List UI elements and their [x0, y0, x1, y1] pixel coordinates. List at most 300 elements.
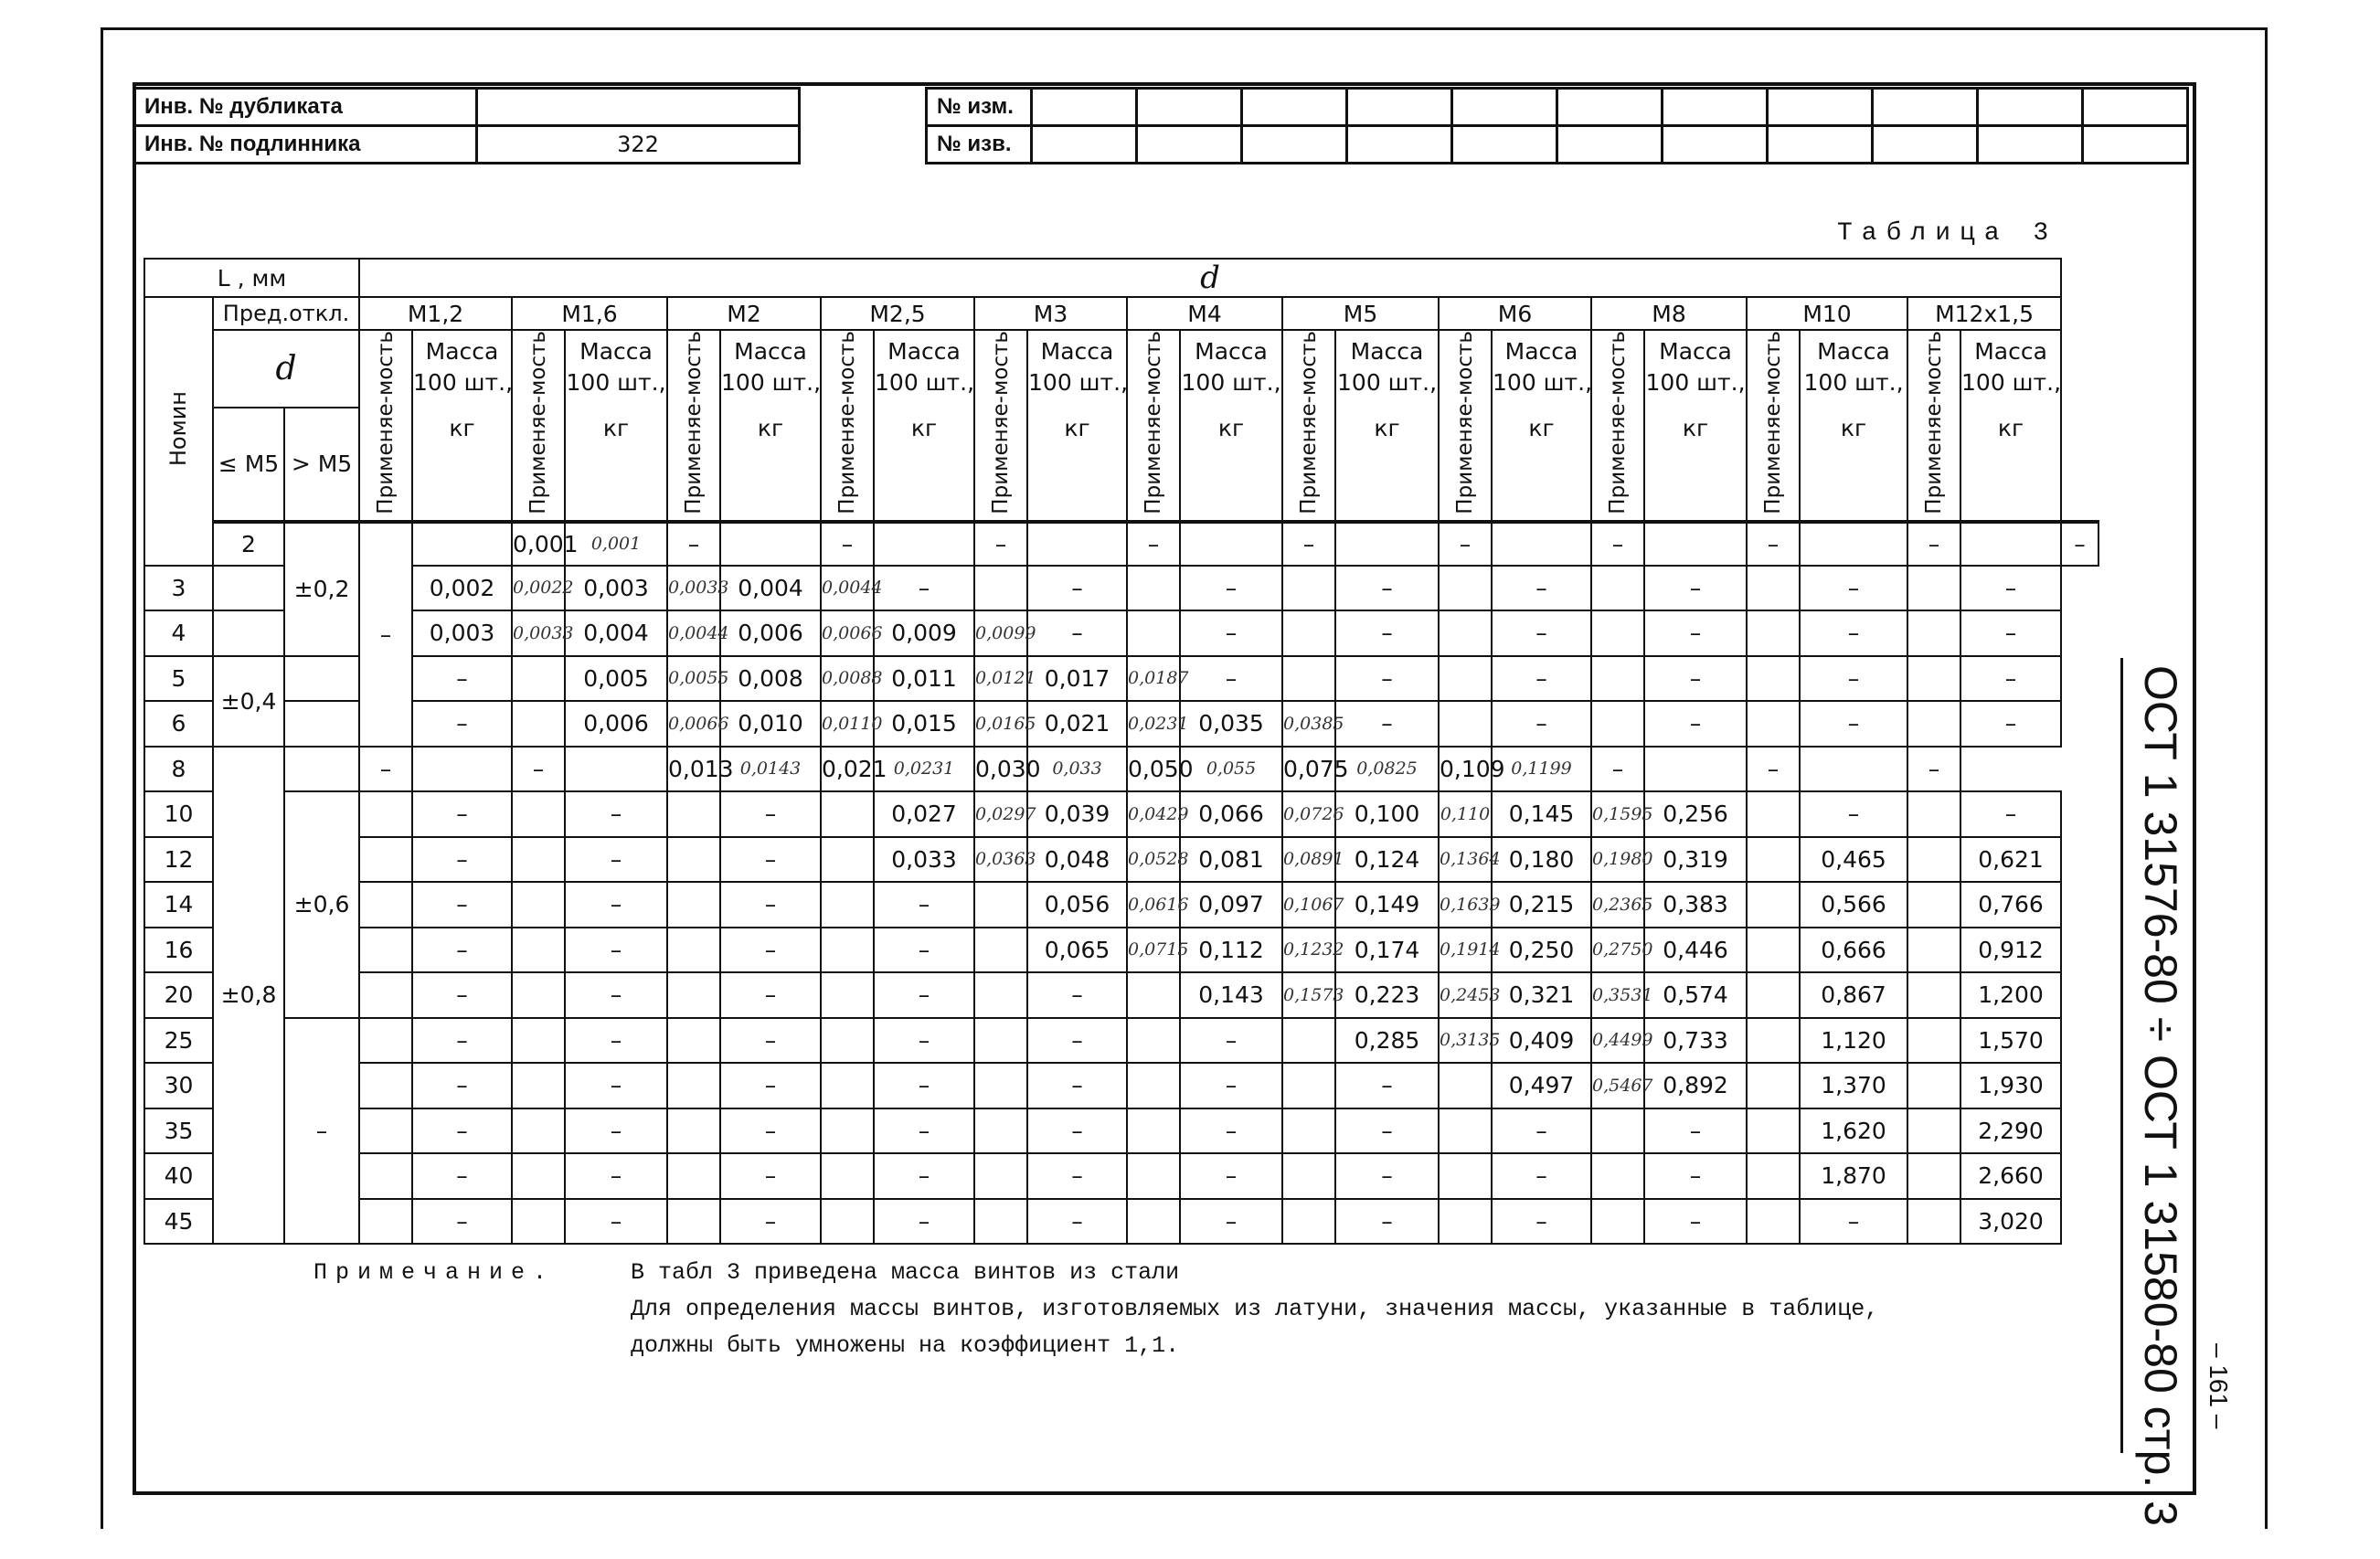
mass-cell: – — [565, 1153, 667, 1199]
applicability-cell — [1907, 1199, 1960, 1245]
applicability-cell — [1907, 1018, 1960, 1064]
mass-cell: 0,109 — [1439, 747, 1492, 792]
applicability-cell — [1591, 1153, 1644, 1199]
applicability-cell — [974, 1199, 1027, 1245]
mass-header — [1492, 330, 1591, 522]
mass-cell: 0,066 — [1180, 791, 1282, 837]
applicability-cell — [667, 1199, 720, 1245]
mass-cell: – — [412, 882, 512, 928]
mass-cell: – — [512, 747, 565, 792]
mass-cell: – — [565, 928, 667, 973]
mass-cell: – — [1180, 1199, 1282, 1245]
mass-cell: – — [565, 972, 667, 1018]
mass-cell: 0,319 — [1644, 837, 1747, 883]
standard-designation: ОСТ 1 31576-80 ÷ ОСТ 1 31580-80 стр. 3 — [2135, 665, 2186, 1526]
mass-cell: – — [1180, 1018, 1282, 1064]
length-cell: 12 — [144, 837, 213, 883]
mass-cell: 0,497 — [1492, 1063, 1591, 1108]
mass-line-2: 100 шт., — [566, 368, 666, 396]
mass-cell: 0,574 — [1644, 972, 1747, 1018]
mass-cell: – — [359, 747, 412, 792]
applicability-cell — [1282, 610, 1335, 656]
change-cell — [1768, 89, 1873, 126]
mass-cell: – — [1439, 522, 1492, 566]
applicability-cell — [359, 882, 412, 928]
mass-cell: 0,733 — [1644, 1018, 1747, 1064]
mass-cell: 3,020 — [1960, 1199, 2061, 1245]
applicability-cell — [1180, 522, 1282, 566]
mass-line-1: Масса — [1350, 338, 1424, 365]
mass-cell: – — [1180, 566, 1282, 611]
mass-cell: – — [1644, 656, 1747, 702]
applicability-cell — [667, 1153, 720, 1199]
applicability-cell — [1591, 656, 1644, 702]
mass-cell: 0,383 — [1644, 882, 1747, 928]
applicability-cell: 0,001 — [565, 522, 667, 566]
applicability-cell: 0,0616 — [1127, 882, 1180, 928]
mass-cell: 1,200 — [1960, 972, 2061, 1018]
nomin-text: Номин — [165, 390, 191, 466]
applicability-cell — [1439, 701, 1492, 747]
mass-cell: – — [1027, 610, 1127, 656]
applicability-cell: 0,1232 — [1282, 928, 1335, 973]
mass-cell: 2,660 — [1960, 1153, 2061, 1199]
mass-header — [1027, 330, 1127, 522]
applicability-cell — [1747, 1018, 1800, 1064]
applicability-cell: 0,0099 — [974, 610, 1027, 656]
applicability-cell: 0,1595 — [1591, 791, 1644, 837]
applicability-text: Применяе-мость — [373, 331, 398, 514]
mass-line-2: 100 шт., — [1028, 368, 1129, 396]
applicability-cell — [1907, 1153, 1960, 1199]
mass-cell: – — [1335, 656, 1439, 702]
applicability-cell — [974, 928, 1027, 973]
applicability-header — [1591, 330, 1644, 522]
applicability-cell: 0,3135 — [1439, 1018, 1492, 1064]
applicability-text: Применяе-мость — [681, 331, 706, 514]
applicability-cell — [974, 972, 1027, 1018]
orig-inv-value: 322 — [477, 126, 800, 164]
mass-cell: – — [720, 1153, 821, 1199]
mass-cell: – — [874, 1063, 974, 1108]
applicability-header — [667, 330, 720, 522]
size-header: М4 — [1127, 297, 1282, 330]
length-cell: 20 — [144, 972, 213, 1018]
applicability-cell — [359, 1199, 412, 1245]
applicability-cell: 0,0044 — [821, 566, 874, 611]
mass-cell: – — [412, 791, 512, 837]
applicability-cell — [1127, 1108, 1180, 1154]
applicability-text: Применяе-мость — [1141, 331, 1165, 514]
mass-cell: 0,008 — [720, 656, 821, 702]
mass-cell: – — [412, 656, 512, 702]
mass-cell: 0,005 — [565, 656, 667, 702]
length-cell: 6 — [144, 701, 213, 747]
mass-header — [1644, 330, 1747, 522]
applicability-cell — [512, 882, 565, 928]
mass-line-2: 100 шт., — [721, 368, 822, 396]
mass-cell: – — [565, 1063, 667, 1108]
mass-cell: – — [1960, 791, 2061, 837]
applicability-cell — [512, 1153, 565, 1199]
mass-cell: 0,223 — [1335, 972, 1439, 1018]
orig-inv-label: Инв. № подлинника — [134, 126, 477, 164]
applicability-cell — [821, 837, 874, 883]
mass-cell: 1,930 — [1960, 1063, 2061, 1108]
mass-cell: – — [1644, 566, 1747, 611]
mass-cell: – — [874, 1199, 974, 1245]
mass-cell: 0,256 — [1644, 791, 1747, 837]
mass-cell: 0,003 — [412, 610, 512, 656]
mass-cell: – — [1335, 1063, 1439, 1108]
note-line-2: Для определения массы винтов, изготовляемых из латуни, значения массы, указанные в таблице, — [631, 1296, 1879, 1322]
applicability-cell: 0,0121 — [974, 656, 1027, 702]
tolerance-cell: ±0,4 — [213, 656, 284, 747]
applicability-cell: 0,0033 — [667, 566, 720, 611]
mass-line-2: 100 шт., — [413, 368, 514, 396]
mass-cell: – — [565, 837, 667, 883]
mass-cell: 0,081 — [1180, 837, 1282, 883]
mass-cell: 0,075 — [1282, 747, 1335, 792]
mass-cell: 0,002 — [412, 566, 512, 611]
mass-cell: – — [565, 1018, 667, 1064]
mass-cell: – — [667, 522, 720, 566]
tolerance-cell: ±0,8 — [213, 747, 284, 1245]
applicability-cell — [974, 1108, 1027, 1154]
l-header: L , мм — [144, 259, 359, 297]
applicability-cell: 0,1573 — [1282, 972, 1335, 1018]
change-cell — [2083, 126, 2188, 164]
applicability-text: Применяе-мость — [1452, 331, 1477, 514]
applicability-cell: 0,0429 — [1127, 791, 1180, 837]
applicability-cell — [821, 791, 874, 837]
mass-cell: – — [1335, 1153, 1439, 1199]
mass-cell: – — [720, 1063, 821, 1108]
applicability-cell — [1747, 972, 1800, 1018]
size-header: М6 — [1439, 297, 1591, 330]
mass-cell: 0,003 — [565, 566, 667, 611]
mass-header — [874, 330, 974, 522]
applicability-cell — [667, 1108, 720, 1154]
nomin-label — [144, 297, 213, 566]
mass-line-2: 100 шт., — [875, 368, 975, 396]
applicability-cell: 0,1364 — [1439, 837, 1492, 883]
change-cell — [1032, 89, 1137, 126]
mass-cell: – — [1800, 701, 1907, 747]
applicability-cell — [359, 972, 412, 1018]
mass-cell: 0,050 — [1127, 747, 1180, 792]
length-cell: 25 — [144, 1018, 213, 1064]
applicability-cell — [1591, 610, 1644, 656]
length-cell: 3 — [144, 566, 213, 611]
applicability-cell — [359, 1108, 412, 1154]
mass-cell: 0,621 — [1960, 837, 2061, 883]
applicability-cell: 0,0044 — [667, 610, 720, 656]
applicability-cell — [1127, 1153, 1180, 1199]
mass-cell: – — [412, 1153, 512, 1199]
mass-line-1: Масса — [734, 338, 807, 365]
applicability-cell — [359, 791, 412, 837]
mass-cell: – — [874, 882, 974, 928]
mass-cell: – — [874, 1153, 974, 1199]
applicability-cell — [1591, 701, 1644, 747]
mass-cell: – — [1282, 522, 1335, 566]
applicability-cell: 0,1199 — [1492, 747, 1591, 792]
applicability-cell — [512, 928, 565, 973]
applicability-cell — [1127, 972, 1180, 1018]
applicability-cell — [1747, 791, 1800, 837]
mass-cell: 0,145 — [1492, 791, 1591, 837]
applicability-cell — [1747, 701, 1800, 747]
applicability-cell: 0,2453 — [1439, 972, 1492, 1018]
mass-cell: 0,321 — [1492, 972, 1591, 1018]
le-m5-label: ≤ М5 — [213, 408, 284, 522]
mass-unit: кг — [602, 414, 630, 441]
mass-line-2: 100 шт., — [1803, 368, 1904, 396]
mass-unit: кг — [1840, 414, 1867, 441]
mass-cell: – — [720, 1018, 821, 1064]
applicability-cell — [359, 837, 412, 883]
length-cell: 14 — [144, 882, 213, 928]
applicability-cell — [1439, 656, 1492, 702]
mass-cell: – — [1027, 566, 1127, 611]
mass-line-1: Масса — [1817, 338, 1890, 365]
applicability-cell — [412, 747, 512, 792]
applicability-cell — [667, 972, 720, 1018]
mass-cell: 0,250 — [1492, 928, 1591, 973]
mass-cell: – — [1800, 791, 1907, 837]
applicability-cell — [1027, 522, 1127, 566]
length-cell: 10 — [144, 791, 213, 837]
applicability-cell — [821, 882, 874, 928]
mass-header — [1335, 330, 1439, 522]
applicability-cell — [821, 1108, 874, 1154]
applicability-cell — [1439, 1199, 1492, 1245]
mass-cell: – — [1027, 1063, 1127, 1108]
applicability-cell — [821, 1063, 874, 1108]
applicability-cell: 0,1067 — [1282, 882, 1335, 928]
applicability-cell — [1907, 610, 1960, 656]
mass-line-1: Масса — [1974, 338, 2047, 365]
applicability-cell — [1800, 747, 1907, 792]
mass-line-1: Масса — [1040, 338, 1114, 365]
applicability-cell — [412, 522, 512, 566]
applicability-cell — [359, 1153, 412, 1199]
mass-cell: – — [1644, 1108, 1747, 1154]
change-cell — [1768, 126, 1873, 164]
change-cell — [1137, 89, 1242, 126]
applicability-cell — [213, 566, 284, 611]
applicability-cell — [1747, 1153, 1800, 1199]
mass-cell: – — [1180, 656, 1282, 702]
mass-cell: 0,021 — [821, 747, 874, 792]
mass-cell: 0,174 — [1335, 928, 1439, 973]
applicability-cell — [821, 1199, 874, 1245]
applicability-cell — [1907, 928, 1960, 973]
applicability-text: Применяе-мость — [1296, 331, 1321, 514]
applicability-cell — [1591, 1199, 1644, 1245]
mass-cell: 0,867 — [1800, 972, 1907, 1018]
applicability-cell — [821, 928, 874, 973]
applicability-cell — [284, 701, 359, 747]
length-cell: 8 — [144, 747, 213, 792]
mass-cell: 2,290 — [1960, 1108, 2061, 1154]
note-line-1: В табл 3 приведена масса винтов из стали — [631, 1259, 1180, 1286]
mass-line-1: Масса — [579, 338, 653, 365]
applicability-cell: 0,110 — [1439, 791, 1492, 837]
applicability-cell — [667, 837, 720, 883]
change-cell — [1978, 89, 2083, 126]
applicability-cell — [667, 1063, 720, 1108]
page-number: – 161 – — [2205, 1343, 2233, 1429]
mass-cell: 0,766 — [1960, 882, 2061, 928]
mass-cell: – — [1644, 1153, 1747, 1199]
mass-header — [1800, 330, 1907, 522]
mass-cell: 0,097 — [1180, 882, 1282, 928]
change-cell — [1347, 126, 1452, 164]
mass-cell: 1,120 — [1800, 1018, 1907, 1064]
applicability-cell — [1747, 1063, 1800, 1108]
mass-cell: 0,006 — [565, 701, 667, 747]
applicability-cell — [1644, 747, 1747, 792]
mass-cell: – — [1591, 747, 1644, 792]
applicability-cell: 0,0022 — [512, 566, 565, 611]
mass-cell: 0,666 — [1800, 928, 1907, 973]
applicability-cell — [1127, 1063, 1180, 1108]
size-header: М1,2 — [359, 297, 512, 330]
mass-cell: – — [1027, 1153, 1127, 1199]
mass-line-2: 100 шт., — [1337, 368, 1438, 396]
applicability-cell — [512, 1108, 565, 1154]
size-header: М10 — [1747, 297, 1907, 330]
mass-cell: 0,006 — [720, 610, 821, 656]
tolerance-cell: ±0,6 — [284, 791, 359, 1018]
mass-cell: – — [2061, 522, 2098, 566]
applicability-header — [1439, 330, 1492, 522]
mass-cell: – — [1960, 656, 2061, 702]
mass-line-2: 100 шт., — [1645, 368, 1746, 396]
applicability-header — [1282, 330, 1335, 522]
applicability-cell — [1127, 1199, 1180, 1245]
mass-cell: – — [874, 928, 974, 973]
applicability-cell — [1127, 566, 1180, 611]
applicability-cell — [1439, 1153, 1492, 1199]
applicability-text: Применяе-мость — [1605, 331, 1630, 514]
applicability-cell — [1439, 1108, 1492, 1154]
tolerance-cell: ±0,2 — [284, 522, 359, 656]
applicability-cell — [1960, 522, 2061, 566]
mass-cell: – — [1644, 1199, 1747, 1245]
mass-cell: – — [1747, 747, 1800, 792]
mass-line-2: 100 шт., — [1961, 368, 2062, 396]
mass-line-1: Масса — [1195, 338, 1268, 365]
mass-unit: кг — [1064, 414, 1090, 441]
applicability-header — [821, 330, 874, 522]
notice-num-label: № изв. — [927, 126, 1032, 164]
mass-cell: – — [1335, 701, 1439, 747]
applicability-header — [1747, 330, 1800, 522]
applicability-cell — [1907, 566, 1960, 611]
applicability-cell — [1439, 610, 1492, 656]
size-header: М2,5 — [821, 297, 974, 330]
applicability-cell — [1747, 837, 1800, 883]
length-cell: 40 — [144, 1153, 213, 1199]
mass-cell: – — [412, 1108, 512, 1154]
applicability-cell — [1591, 1108, 1644, 1154]
mass-line-1: Масса — [425, 338, 499, 365]
size-header: М2 — [667, 297, 821, 330]
mass-table — [143, 258, 2099, 1245]
applicability-cell: 0,0825 — [1335, 747, 1439, 792]
size-header: М3 — [974, 297, 1127, 330]
mass-cell: – — [565, 882, 667, 928]
applicability-cell — [1335, 522, 1439, 566]
mass-cell: – — [1492, 1108, 1591, 1154]
applicability-cell — [512, 701, 565, 747]
applicability-cell: 0,4499 — [1591, 1018, 1644, 1064]
applicability-cell: 0,055 — [1180, 747, 1282, 792]
mass-cell: 0,180 — [1492, 837, 1591, 883]
length-cell: 2 — [213, 522, 284, 566]
mass-cell: – — [1027, 1018, 1127, 1064]
mass-cell: – — [821, 522, 874, 566]
applicability-cell — [1907, 837, 1960, 883]
mass-cell: – — [565, 791, 667, 837]
applicability-cell: 0,1639 — [1439, 882, 1492, 928]
applicability-cell — [512, 1018, 565, 1064]
applicability-cell — [874, 522, 974, 566]
applicability-cell — [1747, 656, 1800, 702]
applicability-cell: 0,2750 — [1591, 928, 1644, 973]
mass-cell: 1,370 — [1800, 1063, 1907, 1108]
mass-cell: – — [412, 701, 512, 747]
applicability-header — [512, 330, 565, 522]
applicability-cell — [512, 972, 565, 1018]
change-cell — [1347, 89, 1452, 126]
applicability-cell — [1282, 656, 1335, 702]
mass-cell: 0,912 — [1960, 928, 2061, 973]
length-cell: 4 — [144, 610, 213, 656]
applicability-cell — [974, 566, 1027, 611]
applicability-cell — [512, 791, 565, 837]
applicability-cell — [974, 1153, 1027, 1199]
mass-cell: 0,009 — [874, 610, 974, 656]
applicability-cell — [1747, 882, 1800, 928]
applicability-cell — [1282, 1018, 1335, 1064]
applicability-cell: 0,0231 — [874, 747, 974, 792]
length-cell: 30 — [144, 1063, 213, 1108]
applicability-cell: 0,0231 — [1127, 701, 1180, 747]
applicability-text: Применяе-мость — [1760, 331, 1785, 514]
change-cell — [1873, 89, 1978, 126]
mass-cell: 0,446 — [1644, 928, 1747, 973]
mass-cell: 0,409 — [1492, 1018, 1591, 1064]
mass-cell: – — [412, 972, 512, 1018]
mass-cell: – — [412, 1199, 512, 1245]
applicability-cell: 0,0088 — [821, 656, 874, 702]
change-cell — [1873, 126, 1978, 164]
mass-cell: 0,285 — [1335, 1018, 1439, 1064]
applicability-cell — [821, 1153, 874, 1199]
applicability-cell — [1282, 1153, 1335, 1199]
applicability-cell — [667, 928, 720, 973]
mass-cell: – — [1335, 1199, 1439, 1245]
mass-cell: – — [1027, 1108, 1127, 1154]
mass-cell: 0,892 — [1644, 1063, 1747, 1108]
applicability-cell: 0,033 — [1027, 747, 1127, 792]
mass-cell: 0,039 — [1027, 791, 1127, 837]
table-title: Таблица 3 — [1837, 219, 2058, 248]
